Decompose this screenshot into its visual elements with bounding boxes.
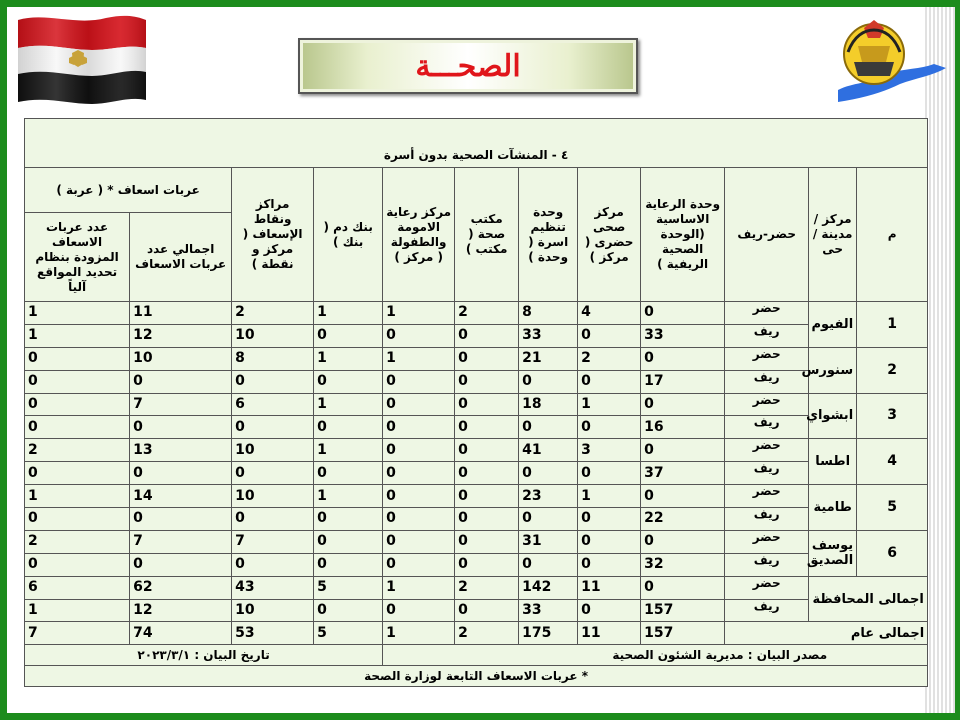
row-type: ريف <box>725 370 809 393</box>
table-cell: 0 <box>578 530 641 553</box>
table-cell: 0 <box>383 508 455 531</box>
table-cell: 0 <box>383 416 455 439</box>
table-cell: 11 <box>578 576 641 599</box>
table-cell: 0 <box>578 508 641 531</box>
page-title: الصحـــة <box>415 48 521 84</box>
table-cell: 0 <box>455 370 519 393</box>
table-cell: 0 <box>455 485 519 508</box>
table-cell: 0 <box>314 370 383 393</box>
table-title: ٤ - المنشآت الصحية بدون أسرة <box>25 119 928 168</box>
table-cell: 0 <box>25 553 130 576</box>
row-type: حضر <box>725 393 809 416</box>
footnote: * عربات الاسعاف التابعة لوزارة الصحة <box>25 666 928 687</box>
table-cell: 0 <box>641 530 725 553</box>
table-cell: 175 <box>519 622 578 645</box>
table-cell: 157 <box>641 622 725 645</box>
table-cell: 0 <box>383 553 455 576</box>
table-cell: 6 <box>232 393 314 416</box>
table-cell: 1 <box>578 485 641 508</box>
table-cell: 53 <box>232 622 314 645</box>
table-cell: 0 <box>519 508 578 531</box>
table-cell: 31 <box>519 530 578 553</box>
table-cell: 7 <box>25 622 130 645</box>
table-cell: 3 <box>578 439 641 462</box>
header-type: حضر-ريف <box>725 168 809 302</box>
table-cell: 10 <box>232 324 314 347</box>
table-cell: 4 <box>578 302 641 325</box>
table-row <box>25 530 928 553</box>
table-cell: 0 <box>25 462 130 485</box>
table-row <box>25 347 928 370</box>
row-region: ابشواي <box>809 393 857 439</box>
table-cell: 1 <box>25 599 130 622</box>
table-cell: 0 <box>578 462 641 485</box>
table-cell: 2 <box>232 302 314 325</box>
table-cell: 8 <box>519 302 578 325</box>
table-cell: 0 <box>314 462 383 485</box>
table-row <box>25 324 928 347</box>
row-type: حضر <box>725 439 809 462</box>
table-cell: 0 <box>641 347 725 370</box>
table-cell: 0 <box>383 530 455 553</box>
table-cell: 0 <box>455 439 519 462</box>
table-cell: 12 <box>130 599 232 622</box>
table-cell: 10 <box>232 599 314 622</box>
table-cell: 23 <box>519 485 578 508</box>
table-row <box>25 302 928 325</box>
table-cell: 0 <box>25 416 130 439</box>
table-cell: 0 <box>25 370 130 393</box>
table-cell: 17 <box>641 370 725 393</box>
table-cell: 0 <box>455 553 519 576</box>
page-title-box <box>298 38 638 94</box>
table-cell: 7 <box>232 530 314 553</box>
table-row <box>25 416 928 439</box>
table-cell: 0 <box>578 324 641 347</box>
row-region: اطسا <box>809 439 857 485</box>
table-cell: 0 <box>383 324 455 347</box>
header-family-planning: وحدة تنظيم اسرة ( وحدة ) <box>519 168 578 302</box>
row-type: حضر <box>725 485 809 508</box>
header-blood-bank: بنك دم ( بنك ) <box>314 168 383 302</box>
table-cell: 1 <box>383 302 455 325</box>
header-ambulance-gps: عدد عربات الاسعاف المزودة بنظام تحديد المواقع آلياً <box>25 213 130 302</box>
table-cell: 2 <box>25 439 130 462</box>
table-cell: 0 <box>314 553 383 576</box>
table-cell: 0 <box>232 416 314 439</box>
governorate-logo-icon <box>834 12 946 106</box>
table-cell: 0 <box>314 599 383 622</box>
table-cell: 0 <box>455 393 519 416</box>
table-cell: 33 <box>519 324 578 347</box>
header-ambulance-total: اجمالي عدد عربات الاسعاف <box>130 213 232 302</box>
table-cell: 1 <box>25 485 130 508</box>
data-date: تاريخ البيان : ٢٠٢٣/٣/١ <box>25 645 383 666</box>
row-type: حضر <box>725 302 809 325</box>
table-cell: 1 <box>383 622 455 645</box>
table-cell: 8 <box>232 347 314 370</box>
table-cell: 0 <box>130 416 232 439</box>
row-type: ريف <box>725 599 809 622</box>
table-cell: 0 <box>519 370 578 393</box>
table-cell: 12 <box>130 324 232 347</box>
table-cell: 0 <box>232 553 314 576</box>
table-row <box>25 622 928 645</box>
table-cell: 7 <box>130 393 232 416</box>
table-cell: 11 <box>130 302 232 325</box>
table-cell: 74 <box>130 622 232 645</box>
table-cell: 142 <box>519 576 578 599</box>
table-cell: 0 <box>314 416 383 439</box>
table-cell: 0 <box>383 462 455 485</box>
decorative-strip <box>925 7 955 713</box>
table-cell: 0 <box>578 553 641 576</box>
table-cell: 5 <box>314 622 383 645</box>
table-cell: 2 <box>578 347 641 370</box>
table-cell: 0 <box>455 508 519 531</box>
table-cell: 2 <box>455 302 519 325</box>
table-cell: 0 <box>130 553 232 576</box>
table-row <box>25 439 928 462</box>
row-index: 2 <box>857 347 928 393</box>
row-type: ريف <box>725 553 809 576</box>
table-cell: 0 <box>232 508 314 531</box>
table-cell: 157 <box>641 599 725 622</box>
table-row <box>25 508 928 531</box>
header-index: م <box>857 168 928 302</box>
table-cell: 0 <box>130 370 232 393</box>
table-cell: 1 <box>25 302 130 325</box>
table-cell: 1 <box>314 302 383 325</box>
table-cell: 2 <box>455 576 519 599</box>
table-cell: 0 <box>641 393 725 416</box>
table-cell: 0 <box>25 508 130 531</box>
row-region: يوسف الصديق <box>809 530 857 576</box>
header-region: مركز / مدينة / حى <box>809 168 857 302</box>
table-cell: 1 <box>383 576 455 599</box>
table-cell: 1 <box>314 393 383 416</box>
row-index: 4 <box>857 439 928 485</box>
table-cell: 0 <box>232 462 314 485</box>
header-maternity: مركز رعاية الامومة والطفولة ( مركز ) <box>383 168 455 302</box>
table-cell: 0 <box>455 599 519 622</box>
table-cell: 0 <box>383 393 455 416</box>
table-cell: 0 <box>455 462 519 485</box>
health-facilities-table <box>24 118 928 687</box>
table-cell: 6 <box>25 576 130 599</box>
table-cell: 33 <box>519 599 578 622</box>
table-cell: 0 <box>641 485 725 508</box>
table-cell: 62 <box>130 576 232 599</box>
table-row <box>25 553 928 576</box>
table-cell: 1 <box>314 439 383 462</box>
row-region: الفيوم <box>809 302 857 348</box>
row-type: حضر <box>725 530 809 553</box>
table-row <box>25 393 928 416</box>
row-type: ريف <box>725 462 809 485</box>
table-cell: 0 <box>314 508 383 531</box>
governorate-total-label: اجمالى المحافظة <box>809 576 928 622</box>
table-cell: 0 <box>383 439 455 462</box>
table-cell: 0 <box>455 530 519 553</box>
table-cell: 0 <box>519 553 578 576</box>
row-index: 1 <box>857 302 928 348</box>
table-cell: 0 <box>130 462 232 485</box>
table-cell: 0 <box>25 347 130 370</box>
table-cell: 0 <box>383 599 455 622</box>
table-cell: 0 <box>519 462 578 485</box>
table-cell: 7 <box>130 530 232 553</box>
table-cell: 1 <box>314 347 383 370</box>
table-cell: 1 <box>383 347 455 370</box>
table-cell: 5 <box>314 576 383 599</box>
table-cell: 0 <box>455 347 519 370</box>
table-cell: 0 <box>130 508 232 531</box>
table-cell: 0 <box>641 576 725 599</box>
table-cell: 0 <box>232 370 314 393</box>
table-cell: 18 <box>519 393 578 416</box>
table-cell: 32 <box>641 553 725 576</box>
data-source: مصدر البيان : مديرية الشئون الصحية <box>383 645 928 666</box>
header-health-office: مكتب صحة ( مكتب ) <box>455 168 519 302</box>
table-cell: 41 <box>519 439 578 462</box>
row-type: ريف <box>725 324 809 347</box>
row-type: ريف <box>725 508 809 531</box>
table-cell: 0 <box>578 370 641 393</box>
table-row <box>25 599 928 622</box>
table-cell: 10 <box>232 439 314 462</box>
table-body <box>25 302 928 645</box>
table-cell: 11 <box>578 622 641 645</box>
table-row <box>25 462 928 485</box>
header-ambulance-group: عربات اسعاف * ( عربة ) <box>25 168 232 213</box>
table-cell: 2 <box>455 622 519 645</box>
row-type: ريف <box>725 416 809 439</box>
table-cell: 13 <box>130 439 232 462</box>
table-cell: 0 <box>25 393 130 416</box>
table-cell: 37 <box>641 462 725 485</box>
table-cell: 43 <box>232 576 314 599</box>
table-cell: 0 <box>578 416 641 439</box>
table-cell: 0 <box>383 370 455 393</box>
row-region: سنورس <box>809 347 857 393</box>
header-urban-center: مركز صحى حضرى ( مركز ) <box>578 168 641 302</box>
table-cell: 1 <box>314 485 383 508</box>
table-cell: 10 <box>130 347 232 370</box>
grand-total-label: اجمالى عام <box>725 622 928 645</box>
table-cell: 0 <box>519 416 578 439</box>
table-cell: 22 <box>641 508 725 531</box>
table-cell: 0 <box>383 485 455 508</box>
table-cell: 0 <box>641 302 725 325</box>
table-cell: 0 <box>455 416 519 439</box>
table-cell: 0 <box>578 599 641 622</box>
header-basic-care: وحدة الرعاية الاساسية (الوحدة الصحية الريفية ) <box>641 168 725 302</box>
egypt-flag-icon <box>16 10 148 106</box>
row-type: حضر <box>725 576 809 599</box>
table-cell: 0 <box>641 439 725 462</box>
header-ambulance-points: مراكز ونقاط الإسعاف ( مركز و نقطة ) <box>232 168 314 302</box>
table-cell: 16 <box>641 416 725 439</box>
table-cell: 1 <box>25 324 130 347</box>
row-index: 6 <box>857 530 928 576</box>
table-row <box>25 485 928 508</box>
table-cell: 10 <box>232 485 314 508</box>
row-region: طامية <box>809 485 857 531</box>
table-cell: 1 <box>578 393 641 416</box>
row-type: حضر <box>725 347 809 370</box>
table-cell: 33 <box>641 324 725 347</box>
table-cell: 0 <box>455 324 519 347</box>
table-row <box>25 576 928 599</box>
table-cell: 0 <box>314 324 383 347</box>
table-row <box>25 370 928 393</box>
table-cell: 21 <box>519 347 578 370</box>
row-index: 5 <box>857 485 928 531</box>
table-cell: 0 <box>314 530 383 553</box>
table-cell: 14 <box>130 485 232 508</box>
table-cell: 2 <box>25 530 130 553</box>
row-index: 3 <box>857 393 928 439</box>
